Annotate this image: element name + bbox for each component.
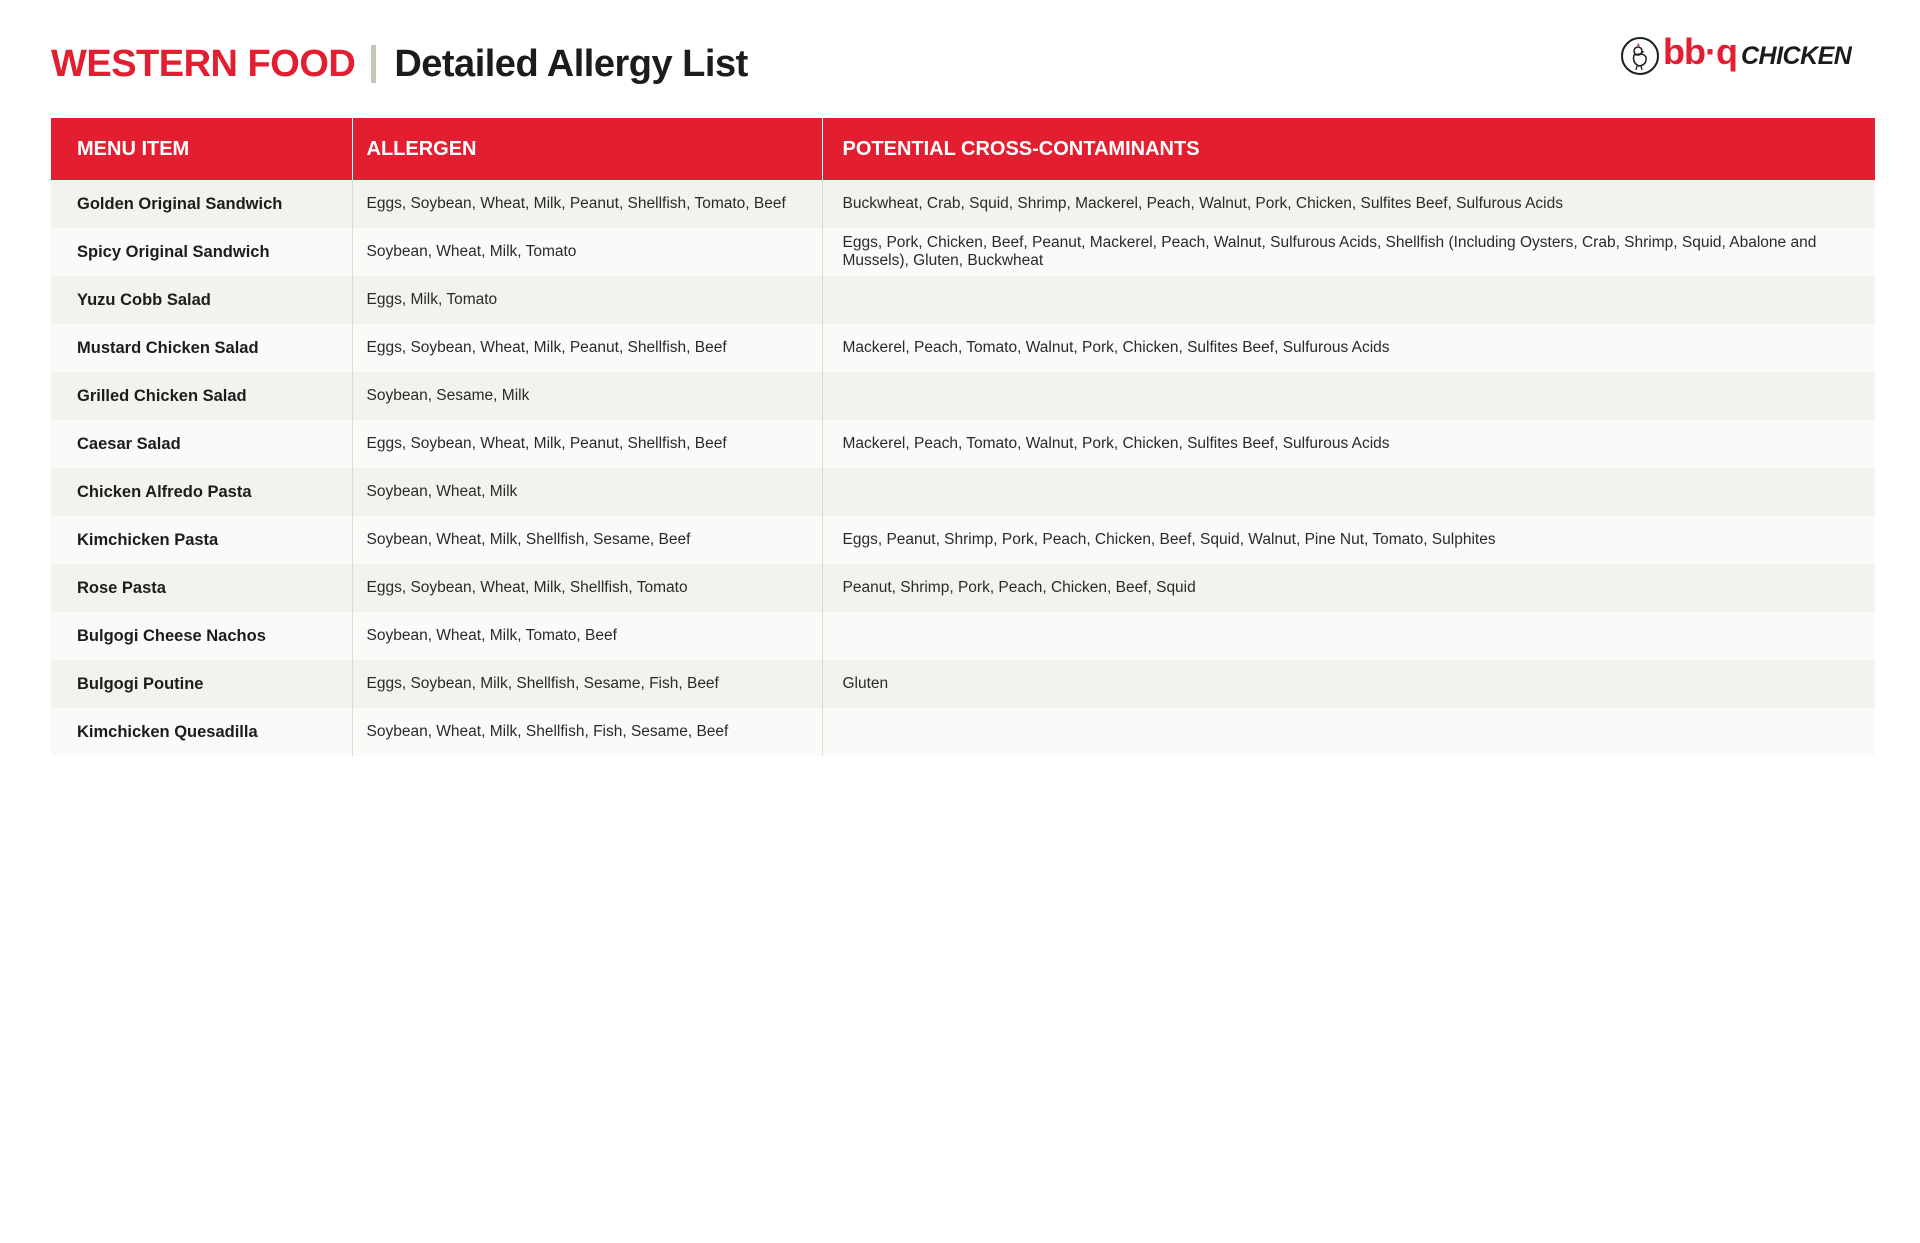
menu-item-cell: Chicken Alfredo Pasta <box>51 468 352 516</box>
table-row <box>51 516 1875 564</box>
menu-item-cell: Caesar Salad <box>51 420 352 468</box>
cross-contaminants-cell <box>822 612 1875 660</box>
menu-item-cell: Kimchicken Quesadilla <box>51 708 352 756</box>
cross-contaminants-cell: Buckwheat, Crab, Squid, Shrimp, Mackerel, Peach, Walnut, Pork, Chicken, Sulfites Beef, Sulfurous Acids <box>822 180 1875 228</box>
menu-item-cell: Spicy Original Sandwich <box>51 228 352 276</box>
column-header-cross-contaminants: POTENTIAL CROSS-CONTAMINANTS <box>822 118 1875 180</box>
allergen-cell: Eggs, Soybean, Wheat, Milk, Shellfish, Tomato <box>352 564 822 612</box>
cross-contaminants-cell: Mackerel, Peach, Tomato, Walnut, Pork, Chicken, Sulfites Beef, Sulfurous Acids <box>822 324 1875 372</box>
column-header-allergen: ALLERGEN <box>352 118 822 180</box>
page-header <box>51 38 748 90</box>
menu-item-cell: Bulgogi Poutine <box>51 660 352 708</box>
allergen-cell: Soybean, Sesame, Milk <box>352 372 822 420</box>
allergen-cell: Eggs, Soybean, Wheat, Milk, Peanut, Shellfish, Beef <box>352 324 822 372</box>
menu-item-cell: Grilled Chicken Salad <box>51 372 352 420</box>
section-title: WESTERN FOOD <box>51 42 356 85</box>
table-row <box>51 660 1875 708</box>
brand-wordmark: CHICKEN <box>1740 41 1852 70</box>
title-divider <box>371 45 376 83</box>
allergen-cell: Soybean, Wheat, Milk, Shellfish, Sesame, Beef <box>352 516 822 564</box>
table-header-row <box>51 118 1875 180</box>
menu-item-cell: Mustard Chicken Salad <box>51 324 352 372</box>
table-row <box>51 708 1875 756</box>
cross-contaminants-cell: Mackerel, Peach, Tomato, Walnut, Pork, Chicken, Sulfites Beef, Sulfurous Acids <box>822 420 1875 468</box>
chicken-mascot-icon <box>1621 37 1659 75</box>
cross-contaminants-cell <box>822 372 1875 420</box>
table-row <box>51 276 1875 324</box>
table-row <box>51 372 1875 420</box>
menu-item-cell: Kimchicken Pasta <box>51 516 352 564</box>
allergen-cell: Soybean, Wheat, Milk <box>352 468 822 516</box>
cross-contaminants-cell: Peanut, Shrimp, Pork, Peach, Chicken, Beef, Squid <box>822 564 1875 612</box>
table-row <box>51 468 1875 516</box>
brand-mark: bb·q <box>1663 31 1737 72</box>
cross-contaminants-cell <box>822 708 1875 756</box>
allergy-table <box>51 118 1875 756</box>
table-row <box>51 228 1875 276</box>
cross-contaminants-cell: Eggs, Peanut, Shrimp, Pork, Peach, Chicken, Beef, Squid, Walnut, Pine Nut, Tomato, Sulphites <box>822 516 1875 564</box>
allergen-cell: Eggs, Soybean, Milk, Shellfish, Sesame, Fish, Beef <box>352 660 822 708</box>
table-row <box>51 420 1875 468</box>
allergen-cell: Soybean, Wheat, Milk, Tomato, Beef <box>352 612 822 660</box>
menu-item-cell: Bulgogi Cheese Nachos <box>51 612 352 660</box>
cross-contaminants-cell: Gluten <box>822 660 1875 708</box>
table-row <box>51 564 1875 612</box>
menu-item-cell: Golden Original Sandwich <box>51 180 352 228</box>
allergen-cell: Soybean, Wheat, Milk, Shellfish, Fish, Sesame, Beef <box>352 708 822 756</box>
table-row <box>51 180 1875 228</box>
menu-item-cell: Rose Pasta <box>51 564 352 612</box>
allergen-cell: Eggs, Soybean, Wheat, Milk, Peanut, Shellfish, Tomato, Beef <box>352 180 822 228</box>
cross-contaminants-cell <box>822 468 1875 516</box>
page-title: Detailed Allergy List <box>394 42 748 85</box>
brand-logo <box>1621 31 1852 76</box>
menu-item-cell: Yuzu Cobb Salad <box>51 276 352 324</box>
table-row <box>51 324 1875 372</box>
table-row <box>51 612 1875 660</box>
cross-contaminants-cell <box>822 276 1875 324</box>
allergen-cell: Eggs, Milk, Tomato <box>352 276 822 324</box>
allergen-cell: Eggs, Soybean, Wheat, Milk, Peanut, Shellfish, Beef <box>352 420 822 468</box>
cross-contaminants-cell: Eggs, Pork, Chicken, Beef, Peanut, Mackerel, Peach, Walnut, Sulfurous Acids, Shellfish (Including Oysters, Crab, Shrimp, Squid, Abalone and Mussels), Gluten, Buckwheat <box>822 228 1875 276</box>
column-header-menu-item: MENU ITEM <box>51 118 352 180</box>
allergen-cell: Soybean, Wheat, Milk, Tomato <box>352 228 822 276</box>
